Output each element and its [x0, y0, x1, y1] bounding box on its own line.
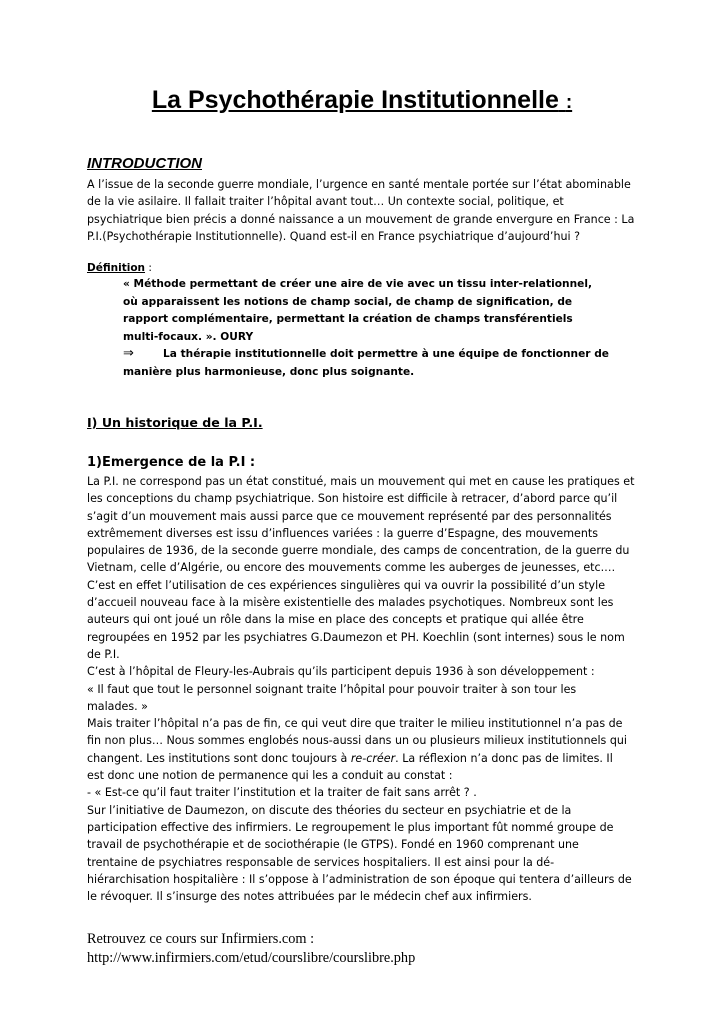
paragraph-line [87, 750, 634, 767]
paragraph-line: est donc une notion de permanence qui les a conduit au constat : [87, 769, 453, 783]
paragraph-line: travail de psychothérapie et de sociothérapie (le GTPS). Fondé en 1960 comprenant une [87, 838, 579, 852]
paragraph-line: extrêmement diverses est issu d’influences variées : la guerre d’Espagne, des mouvements [87, 526, 599, 540]
paragraph-line: Vietnam, celle d’Algérie, ou encore des mouvements comme les auberges de jeunesses, etc.… [87, 561, 616, 575]
subsection-heading [87, 455, 255, 470]
paragraph-line: de P.I. [87, 647, 120, 661]
definition-label-text: Définition [87, 262, 146, 274]
page-footer [87, 930, 415, 967]
paragraph-line: - « Est-ce qu’il faut traiter l’institution et la traiter de fait sans arrêt ? . [87, 786, 477, 800]
paragraph-line: Sur l’initiative de Daumezon, on discute des théories du secteur en psychiatrie et de la [87, 803, 572, 817]
quote-line: multi-focaux. ». OURY [123, 330, 254, 343]
paragraph-line: de la vie asilaire. Il fallait traiter l’hôpital avant tout… Un contexte social, politique, et [87, 195, 564, 209]
quote-line: rapport complémentaire, permettant la création de champs transférentiels [123, 313, 573, 325]
page-title [0, 86, 724, 115]
paragraph-line: participation effective des infirmiers. Le regroupement le plus important fût nommé groupe de [87, 820, 614, 834]
definition-conclusion [123, 345, 609, 381]
paragraph-line: les conceptions du champ psychiatrique. Son histoire est difficile à retracer, d’abord parce qu’il [87, 492, 618, 506]
section-body [87, 473, 634, 905]
conclusion-text: La thérapie institutionnelle doit permettre à une équipe de fonctionner de [163, 348, 609, 360]
introduction-heading: INTRODUCTION [87, 155, 202, 172]
paragraph-line: A l’issue de la seconde guerre mondiale, l’urgence en santé mentale portée sur l’état abominable [87, 178, 631, 191]
paragraph-line: psychiatrique bien précis a donné naissance a un mouvement de grande envergure en France : La [87, 212, 635, 226]
line-start: changent. Les institutions sont donc toujours à [87, 751, 351, 765]
definition-quote [123, 276, 592, 346]
paragraph-line: hiérarchisation hospitalière : Il s’oppose à l’administration de son époque qui tentera d’ailleurs de [87, 872, 632, 886]
paragraph-line: d’accueil nouveau face à la misère existentielle des malades psychotiques. Nombreux sont les [87, 596, 614, 610]
paragraph-line: auteurs qui ont joué un rôle dans la mise en place des concepts et pratique qui allée être [87, 613, 584, 627]
introduction-paragraph [87, 176, 634, 245]
paragraph-line: C’est en effet l’utilisation de ces expériences singulières qui va ouvrir la possibilité d’un style [87, 578, 606, 592]
page-title-colon: : [565, 92, 573, 113]
italic-phrase: re-créer [350, 751, 396, 765]
definition-label-suffix: : [145, 262, 152, 274]
quote-line: « Méthode permettant de créer une aire de vie avec un tissu inter-relationnel, [123, 278, 592, 290]
section-heading: I) Un historique de la P.I. [87, 415, 263, 430]
paragraph-line: Mais traiter l’hôpital n’a pas de fin, ce qui veut dire que traiter le milieu institutionnel n’a pas de [87, 717, 623, 731]
paragraph-line: populaires de 1936, de la seconde guerre mondiale, des camps de concentration, de la guerre du [87, 544, 630, 558]
line-end: . La réflexion n’a donc pas de limites. Il [395, 751, 613, 765]
paragraph-line: regroupées en 1952 par les psychiatres G.Daumezon et PH. Koechlin (sont internes) sous le nom [87, 630, 625, 644]
paragraph-line: s’agit d’un mouvement mais aussi parce que ce mouvement représenté par des personnalités [87, 509, 612, 523]
paragraph-line: La P.I. ne correspond pas un état constitué, mais un mouvement qui met en cause les pratiques et [87, 475, 635, 488]
quote-line: où apparaissent les notions de champ social, de champ de signification, de [123, 295, 573, 308]
paragraph-line: « Il faut que tout le personnel soignant traite l’hôpital pour pouvoir traiter à son tour les [87, 682, 577, 696]
paragraph-line: malades. » [87, 699, 148, 713]
arrow-icon: ⇒ [123, 346, 134, 361]
paragraph-line: fin non plus… Nous sommes englobés nous-aussi dans un ou plusieurs milieux institutionnels qui [87, 734, 627, 748]
footer-text: Retrouvez ce cours sur Infirmiers.com : [87, 931, 315, 947]
paragraph-line: P.I.(Psychothérapie Institutionnelle). Quand est-il en France psychiatrique d’aujourd’hui ? [87, 229, 580, 243]
paragraph-line: C’est à l’hôpital de Fleury-les-Aubrais qu’ils participent depuis 1936 à son développement : [87, 665, 595, 679]
conclusion-line: manière plus harmonieuse, donc plus soignante. [123, 365, 415, 378]
paragraph-line: le révoquer. Il s’insurge des notes attribuées par le médecin chef aux infirmiers. [87, 890, 532, 904]
conclusion-line [123, 345, 609, 364]
definition-label [87, 262, 152, 274]
subsection-number: 1) [87, 455, 102, 470]
footer-url: http://www.infirmiers.com/etud/courslibre/courslibre.php [87, 949, 416, 966]
subsection-title: Emergence de la P.I : [102, 455, 256, 470]
paragraph-line: trentaine de psychiatres responsable de services hospitaliers. Il est ainsi pour la dé- [87, 855, 555, 869]
page-title-text: La Psychothérapie Institutionnelle [151, 86, 559, 114]
